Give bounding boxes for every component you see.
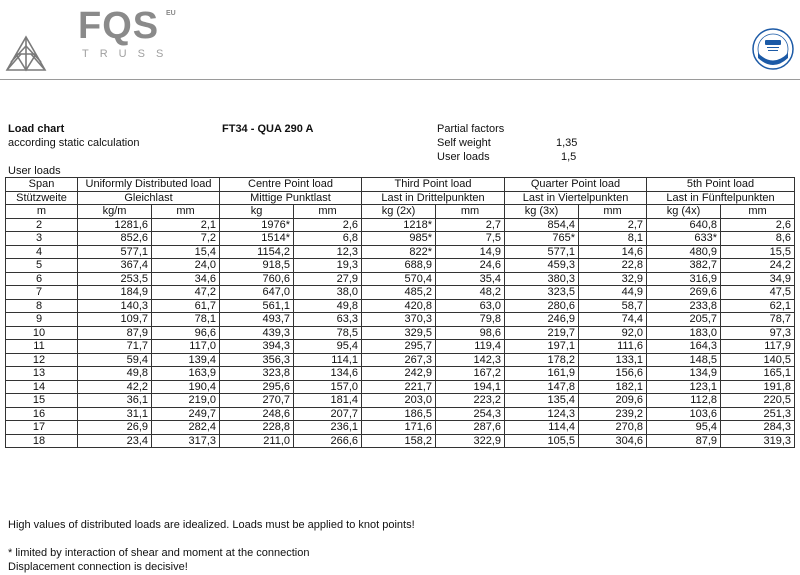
value-cell: 194,1	[436, 380, 505, 394]
span-cell: 10	[6, 326, 78, 340]
col-header-quarter: Quarter Point load	[505, 178, 647, 192]
col-header-udl: Uniformly Distributed load	[78, 178, 220, 192]
unit-header: kg (2x)	[362, 205, 436, 219]
value-cell: 140,5	[721, 353, 795, 367]
brand-logo	[78, 6, 174, 60]
col-header-third-de: Last in Drittelpunkten	[362, 191, 505, 205]
span-cell: 18	[6, 434, 78, 448]
value-cell: 182,1	[579, 380, 647, 394]
span-cell: 8	[6, 299, 78, 313]
span-cell: 9	[6, 313, 78, 327]
value-cell: 105,5	[505, 434, 579, 448]
value-cell: 79,8	[436, 313, 505, 327]
value-cell: 282,4	[152, 421, 220, 435]
header-divider	[0, 79, 800, 80]
value-cell: 167,2	[436, 367, 505, 381]
col-header-udl-de: Gleichlast	[78, 191, 220, 205]
value-cell: 158,2	[362, 434, 436, 448]
value-cell: 319,3	[721, 434, 795, 448]
value-cell: 24,2	[721, 259, 795, 273]
value-cell: 304,6	[579, 434, 647, 448]
value-cell: 322,9	[436, 434, 505, 448]
value-cell: 135,4	[505, 394, 579, 408]
value-cell: 38,0	[294, 286, 362, 300]
value-cell: 287,6	[436, 421, 505, 435]
value-cell: 31,1	[78, 407, 152, 421]
value-cell: 63,3	[294, 313, 362, 327]
value-cell: 233,8	[647, 299, 721, 313]
value-cell: 269,6	[647, 286, 721, 300]
value-cell: 47,5	[721, 286, 795, 300]
value-cell: 2,6	[294, 218, 362, 232]
value-cell: 181,4	[294, 394, 362, 408]
value-cell: 316,9	[647, 272, 721, 286]
value-cell: 87,9	[78, 326, 152, 340]
value-cell: 439,3	[220, 326, 294, 340]
value-cell: 78,7	[721, 313, 795, 327]
value-cell: 253,5	[78, 272, 152, 286]
value-cell: 103,6	[647, 407, 721, 421]
brand-name: FQS	[78, 5, 160, 47]
value-cell: 382,7	[647, 259, 721, 273]
value-cell: 117,0	[152, 340, 220, 354]
value-cell: 34,9	[721, 272, 795, 286]
span-cell: 3	[6, 232, 78, 246]
value-cell: 49,8	[294, 299, 362, 313]
value-cell: 647,0	[220, 286, 294, 300]
value-cell: 42,2	[78, 380, 152, 394]
value-cell: 197,1	[505, 340, 579, 354]
header	[0, 0, 800, 80]
value-cell: 157,0	[294, 380, 362, 394]
value-cell: 248,6	[220, 407, 294, 421]
value-cell: 184,9	[78, 286, 152, 300]
value-cell: 633*	[647, 232, 721, 246]
table-row	[6, 407, 795, 421]
unit-header: mm	[721, 205, 795, 219]
span-cell: 17	[6, 421, 78, 435]
value-cell: 570,4	[362, 272, 436, 286]
value-cell: 209,6	[579, 394, 647, 408]
header-row-en	[6, 178, 795, 192]
value-cell: 251,3	[721, 407, 795, 421]
value-cell: 356,3	[220, 353, 294, 367]
value-cell: 134,6	[294, 367, 362, 381]
value-cell: 211,0	[220, 434, 294, 448]
value-cell: 7,5	[436, 232, 505, 246]
value-cell: 918,5	[220, 259, 294, 273]
value-cell: 239,2	[579, 407, 647, 421]
value-cell: 205,7	[647, 313, 721, 327]
value-cell: 267,3	[362, 353, 436, 367]
value-cell: 190,4	[152, 380, 220, 394]
table-row	[6, 434, 795, 448]
unit-header: mm	[579, 205, 647, 219]
span-cell: 4	[6, 245, 78, 259]
unit-header: kg/m	[78, 205, 152, 219]
value-cell: 26,9	[78, 421, 152, 435]
note-limited: * limited by interaction of shear and moment at the connection	[8, 547, 310, 559]
value-cell: 123,1	[647, 380, 721, 394]
value-cell: 242,9	[362, 367, 436, 381]
value-cell: 111,6	[579, 340, 647, 354]
value-cell: 133,1	[579, 353, 647, 367]
table-row	[6, 245, 795, 259]
value-cell: 183,0	[647, 326, 721, 340]
brand-sub: TRUSS	[82, 48, 175, 60]
user-loads-label: User loads	[437, 151, 490, 163]
value-cell: 203,0	[362, 394, 436, 408]
value-cell: 760,6	[220, 272, 294, 286]
value-cell: 34,6	[152, 272, 220, 286]
value-cell: 323,5	[505, 286, 579, 300]
col-header-centre: Centre Point load	[220, 178, 362, 192]
value-cell: 270,8	[579, 421, 647, 435]
table-row	[6, 299, 795, 313]
value-cell: 8,1	[579, 232, 647, 246]
value-cell: 228,8	[220, 421, 294, 435]
value-cell: 270,7	[220, 394, 294, 408]
value-cell: 246,9	[505, 313, 579, 327]
unit-header: kg (4x)	[647, 205, 721, 219]
value-cell: 295,6	[220, 380, 294, 394]
value-cell: 380,3	[505, 272, 579, 286]
value-cell: 74,4	[579, 313, 647, 327]
value-cell: 420,8	[362, 299, 436, 313]
value-cell: 58,7	[579, 299, 647, 313]
value-cell: 295,7	[362, 340, 436, 354]
value-cell: 148,5	[647, 353, 721, 367]
value-cell: 394,3	[220, 340, 294, 354]
value-cell: 78,1	[152, 313, 220, 327]
value-cell: 985*	[362, 232, 436, 246]
value-cell: 8,6	[721, 232, 795, 246]
value-cell: 98,6	[436, 326, 505, 340]
unit-header: kg	[220, 205, 294, 219]
value-cell: 207,7	[294, 407, 362, 421]
value-cell: 854,4	[505, 218, 579, 232]
value-cell: 24,0	[152, 259, 220, 273]
value-cell: 1514*	[220, 232, 294, 246]
header-row-units	[6, 205, 795, 219]
value-cell: 134,9	[647, 367, 721, 381]
header-row-de	[6, 191, 795, 205]
value-cell: 35,4	[436, 272, 505, 286]
value-cell: 49,8	[78, 367, 152, 381]
table-row	[6, 259, 795, 273]
value-cell: 24,6	[436, 259, 505, 273]
value-cell: 220,5	[721, 394, 795, 408]
value-cell: 140,3	[78, 299, 152, 313]
table-row	[6, 313, 795, 327]
table-row	[6, 340, 795, 354]
col-header-span-de: Stützweite	[6, 191, 78, 205]
table-row	[6, 380, 795, 394]
value-cell: 765*	[505, 232, 579, 246]
value-cell: 44,9	[579, 286, 647, 300]
value-cell: 23,4	[78, 434, 152, 448]
value-cell: 14,9	[436, 245, 505, 259]
value-cell: 163,9	[152, 367, 220, 381]
value-cell: 1976*	[220, 218, 294, 232]
value-cell: 59,4	[78, 353, 152, 367]
value-cell: 92,0	[579, 326, 647, 340]
value-cell: 112,8	[647, 394, 721, 408]
value-cell: 577,1	[78, 245, 152, 259]
self-weight-value: 1,35	[556, 137, 578, 149]
table-row	[6, 421, 795, 435]
unit-header: mm	[436, 205, 505, 219]
span-cell: 14	[6, 380, 78, 394]
value-cell: 47,2	[152, 286, 220, 300]
span-cell: 6	[6, 272, 78, 286]
value-cell: 822*	[362, 245, 436, 259]
value-cell: 323,8	[220, 367, 294, 381]
note-displacement: Displacement connection is decisive!	[8, 561, 188, 573]
value-cell: 48,2	[436, 286, 505, 300]
value-cell: 7,2	[152, 232, 220, 246]
table-row	[6, 394, 795, 408]
value-cell: 164,3	[647, 340, 721, 354]
value-cell: 280,6	[505, 299, 579, 313]
value-cell: 114,1	[294, 353, 362, 367]
unit-header: m	[6, 205, 78, 219]
note-idealized: High values of distributed loads are idealized. Loads must be applied to knot points!	[8, 519, 415, 531]
unit-header: mm	[152, 205, 220, 219]
col-header-fifth-de: Last in Fünftelpunkten	[647, 191, 795, 205]
span-cell: 15	[6, 394, 78, 408]
span-cell: 11	[6, 340, 78, 354]
table-body	[6, 218, 795, 448]
value-cell: 561,1	[220, 299, 294, 313]
value-cell: 266,6	[294, 434, 362, 448]
value-cell: 254,3	[436, 407, 505, 421]
value-cell: 6,8	[294, 232, 362, 246]
value-cell: 493,7	[220, 313, 294, 327]
value-cell: 223,2	[436, 394, 505, 408]
value-cell: 284,3	[721, 421, 795, 435]
value-cell: 1218*	[362, 218, 436, 232]
value-cell: 36,1	[78, 394, 152, 408]
value-cell: 27,9	[294, 272, 362, 286]
value-cell: 219,7	[505, 326, 579, 340]
value-cell: 124,3	[505, 407, 579, 421]
value-cell: 2,7	[579, 218, 647, 232]
span-cell: 7	[6, 286, 78, 300]
value-cell: 97,3	[721, 326, 795, 340]
table-row	[6, 272, 795, 286]
self-weight-label: Self weight	[437, 137, 491, 149]
partial-factors-label: Partial factors	[437, 123, 505, 135]
table-row	[6, 232, 795, 246]
value-cell: 186,5	[362, 407, 436, 421]
value-cell: 852,6	[78, 232, 152, 246]
value-cell: 139,4	[152, 353, 220, 367]
load-chart-table	[5, 177, 795, 448]
value-cell: 63,0	[436, 299, 505, 313]
unit-header: kg (3x)	[505, 205, 579, 219]
value-cell: 219,0	[152, 394, 220, 408]
load-chart-subtitle: according static calculation	[8, 137, 140, 149]
value-cell: 367,4	[78, 259, 152, 273]
value-cell: 370,3	[362, 313, 436, 327]
unit-header: mm	[294, 205, 362, 219]
value-cell: 1281,6	[78, 218, 152, 232]
value-cell: 12,3	[294, 245, 362, 259]
value-cell: 317,3	[152, 434, 220, 448]
table-row	[6, 326, 795, 340]
value-cell: 2,1	[152, 218, 220, 232]
value-cell: 15,5	[721, 245, 795, 259]
value-cell: 96,6	[152, 326, 220, 340]
value-cell: 147,8	[505, 380, 579, 394]
value-cell: 95,4	[294, 340, 362, 354]
value-cell: 19,3	[294, 259, 362, 273]
value-cell: 109,7	[78, 313, 152, 327]
value-cell: 249,7	[152, 407, 220, 421]
tuv-certification-seal-icon	[752, 28, 794, 70]
value-cell: 221,7	[362, 380, 436, 394]
col-header-span: Span	[6, 178, 78, 192]
value-cell: 178,2	[505, 353, 579, 367]
value-cell: 1154,2	[220, 245, 294, 259]
truss-pyramid-icon	[4, 34, 48, 74]
table-row	[6, 286, 795, 300]
value-cell: 71,7	[78, 340, 152, 354]
table-row	[6, 353, 795, 367]
value-cell: 640,8	[647, 218, 721, 232]
col-header-third: Third Point load	[362, 178, 505, 192]
value-cell: 156,6	[579, 367, 647, 381]
user-loads-value: 1,5	[561, 151, 577, 163]
user-loads-heading: User loads	[8, 165, 61, 177]
value-cell: 165,1	[721, 367, 795, 381]
span-cell: 2	[6, 218, 78, 232]
brand-suffix: EU	[166, 10, 176, 17]
value-cell: 459,3	[505, 259, 579, 273]
value-cell: 95,4	[647, 421, 721, 435]
value-cell: 191,8	[721, 380, 795, 394]
model-name: FT34 - QUA 290 A	[222, 123, 314, 135]
value-cell: 480,9	[647, 245, 721, 259]
value-cell: 15,4	[152, 245, 220, 259]
value-cell: 62,1	[721, 299, 795, 313]
value-cell: 161,9	[505, 367, 579, 381]
table-row	[6, 218, 795, 232]
value-cell: 22,8	[579, 259, 647, 273]
value-cell: 32,9	[579, 272, 647, 286]
table-row	[6, 367, 795, 381]
value-cell: 2,6	[721, 218, 795, 232]
value-cell: 329,5	[362, 326, 436, 340]
col-header-centre-de: Mittige Punktlast	[220, 191, 362, 205]
col-header-fifth: 5th Point load	[647, 178, 795, 192]
value-cell: 78,5	[294, 326, 362, 340]
value-cell: 577,1	[505, 245, 579, 259]
span-cell: 12	[6, 353, 78, 367]
value-cell: 2,7	[436, 218, 505, 232]
span-cell: 13	[6, 367, 78, 381]
value-cell: 117,9	[721, 340, 795, 354]
value-cell: 171,6	[362, 421, 436, 435]
value-cell: 114,4	[505, 421, 579, 435]
value-cell: 14,6	[579, 245, 647, 259]
load-chart-title: Load chart	[8, 123, 65, 135]
value-cell: 688,9	[362, 259, 436, 273]
value-cell: 142,3	[436, 353, 505, 367]
col-header-quarter-de: Last in Viertelpunkten	[505, 191, 647, 205]
span-cell: 5	[6, 259, 78, 273]
value-cell: 61,7	[152, 299, 220, 313]
value-cell: 119,4	[436, 340, 505, 354]
value-cell: 87,9	[647, 434, 721, 448]
value-cell: 485,2	[362, 286, 436, 300]
span-cell: 16	[6, 407, 78, 421]
value-cell: 236,1	[294, 421, 362, 435]
